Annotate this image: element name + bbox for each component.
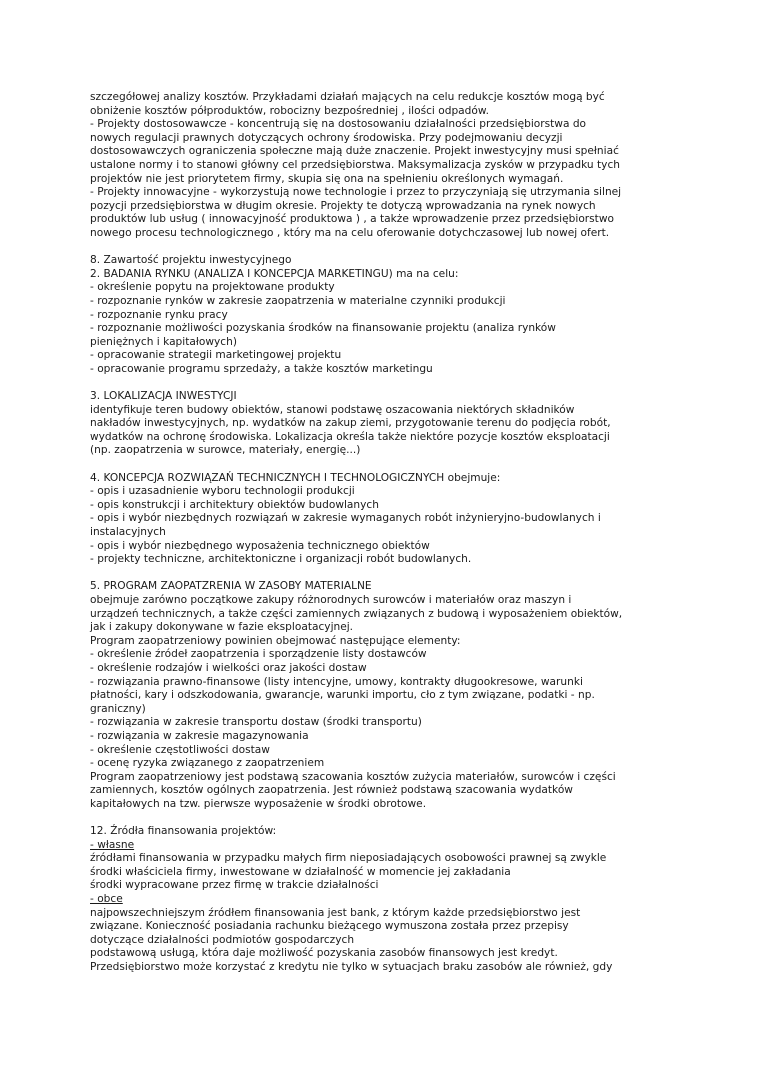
list-item-continuation: płatności, kary i odszkodowania, gwarancje, warunki importu, cło z tym związane, podatki - np. bbox=[90, 689, 595, 702]
list-item: - opracowanie strategii marketingowej projektu bbox=[90, 349, 342, 362]
list-item-continuation: instalacyjnych bbox=[90, 526, 166, 538]
text-line: szczegółowej analizy kosztów. Przykładami działań mających na celu redukcje kosztów mogą być bbox=[90, 91, 605, 103]
text-line: produktów lub usług ( innowacyjność produktowa ) , a także wprowadzenie przez przedsiębiorstwo bbox=[90, 213, 614, 226]
section-5 bbox=[90, 580, 680, 811]
text-line: obniżenie kosztów półproduktów, robocizny bezpośredniej , ilości odpadów. bbox=[90, 104, 489, 117]
own-sources-label: - własne bbox=[90, 838, 135, 851]
document-body bbox=[90, 91, 680, 975]
text-line: środki właściciela firmy, inwestowane w działalność w momencie jej zakładania bbox=[90, 865, 511, 878]
list-item: - opis i uzasadnienie wyboru technologii produkcji bbox=[90, 485, 355, 498]
text-line: dotyczące działalności podmiotów gospodarczych bbox=[90, 933, 355, 946]
text-line: Program zaopatrzeniowy jest podstawą szacowania kosztów zużycia materiałów, surowców i części bbox=[90, 770, 616, 783]
text-line: Przedsiębiorstwo może korzystać z kredytu nie tylko w sytuacjach braku zasobów ale również, gdy bbox=[90, 961, 613, 973]
list-item: - opracowanie programu sprzedaży, a także kosztów marketingu bbox=[90, 362, 433, 375]
section-12 bbox=[90, 825, 680, 975]
text-line: kapitałowych na tzw. pierwsze wyposażenie w środki obrotowe. bbox=[90, 797, 427, 810]
text-line: podstawową usługą, która daje możliwość pozyskania zasobów finansowych jest kredyt. bbox=[90, 947, 558, 960]
paragraph-gap bbox=[90, 811, 680, 825]
list-item: - opis i wybór niezbędnych rozwiązań w zakresie wymaganych robót inżynieryjno-budowlanych i bbox=[90, 512, 601, 525]
text-line: jak i zakupy dokonywane w fazie eksploatacyjnej. bbox=[90, 621, 354, 634]
text-line: środki wypracowane przez firmę w trakcie działalności bbox=[90, 879, 379, 892]
text-line: najpowszechniejszym źródłem finansowania jest bank, z którym każde przedsiębiorstwo jest bbox=[90, 906, 581, 919]
text-line: nowego procesu technologicznego , który ma na celu oferowanie dotychczasowej lub nowej ofert. bbox=[90, 226, 610, 239]
list-item: - rozpoznanie możliwości pozyskania środków na finansowanie projektu (analiza rynków bbox=[90, 322, 556, 335]
list-item: - ocenę ryzyka związanego z zaopatrzeniem bbox=[90, 757, 325, 770]
section-heading: 4. KONCEPCJA ROZWIĄZAŃ TECHNICZNYCH I TECHNOLOGICZNYCH obejmuje: bbox=[90, 471, 501, 484]
text-line: ustalone normy i to stanowi główny cel przedsiębiorstwa. Maksymalizacja zysków w przypadku tych bbox=[90, 158, 620, 171]
list-item: - określenie źródeł zaopatrzenia i sporządzenie listy dostawców bbox=[90, 648, 427, 661]
text-line: obejmuje zarówno początkowe zakupy różnorodnych surowców i materiałów oraz maszyn i bbox=[90, 593, 572, 606]
list-item: - określenie rodzajów i wielkości oraz jakości dostaw bbox=[90, 661, 367, 674]
list-item: - rozpoznanie rynku pracy bbox=[90, 308, 228, 321]
section-8 bbox=[90, 254, 680, 376]
text-line: - Projekty dostosowawcze - koncentrują się na dostosowaniu działalności przedsiębiorstwa do bbox=[90, 118, 587, 131]
list-item: - rozwiązania w zakresie magazynowania bbox=[90, 729, 309, 742]
section-heading: 8. Zawartość projektu inwestycyjnego bbox=[90, 254, 292, 267]
section-heading: 3. LOKALIZACJA INWESTYCJI bbox=[90, 390, 237, 403]
paragraph-gap bbox=[90, 376, 680, 390]
list-item-continuation: graniczny) bbox=[90, 702, 146, 715]
text-line: - Projekty innowacyjne - wykorzystują nowe technologie i przez to przyczyniają się utrzymania silnej bbox=[90, 186, 622, 199]
paragraph-gap bbox=[90, 458, 680, 472]
list-item: - opis i wybór niezbędnego wyposażenia technicznego obiektów bbox=[90, 539, 430, 552]
text-line: dostosowawczych ograniczenia społeczne mają duże znaczenie. Projekt inwestycyjny musi spełniać bbox=[90, 145, 619, 158]
list-item: - opis konstrukcji i architektury obiektów budowlanych bbox=[90, 498, 379, 511]
text-line: pozycji przedsiębiorstwa w długim okresie. Projekty te dotyczą wprowadzania na rynek nowych bbox=[90, 199, 596, 212]
list-item: - rozpoznanie rynków w zakresie zaopatrzenia w materialne czynniki produkcji bbox=[90, 294, 506, 307]
section-3 bbox=[90, 390, 680, 458]
section-heading: 12. Źródła finansowania projektów: bbox=[90, 825, 277, 838]
text-line: wydatków na ochronę środowiska. Lokalizacja określa także niektóre pozycje kosztów eksploatacji bbox=[90, 430, 610, 443]
section-heading: 5. PROGRAM ZAOPATZRENIA W ZASOBY MATERIALNE bbox=[90, 580, 372, 593]
paragraph-gap bbox=[90, 241, 680, 255]
section-4 bbox=[90, 472, 680, 567]
list-item: - określenie popytu na projektowane produkty bbox=[90, 281, 335, 294]
text-line: projektów nie jest priorytetem firmy, skupia się ona na spełnieniu określonych wymagań. bbox=[90, 172, 564, 185]
paragraph-gap bbox=[90, 567, 680, 581]
external-sources-label: - obce bbox=[90, 893, 123, 906]
intro-block bbox=[90, 91, 680, 241]
list-item: - rozwiązania w zakresie transportu dostaw (środki transportu) bbox=[90, 716, 422, 729]
text-line: urządzeń technicznych, a także części zamiennych związanych z budową i wyposażeniem obiektów, bbox=[90, 607, 623, 620]
text-line: identyfikuje teren budowy obiektów, stanowi podstawę oszacowania niektórych składników bbox=[90, 403, 575, 416]
text-line: zamiennych, kosztów ogólnych zaopatrzenia. Jest również podstawą szacowania wydatków bbox=[90, 784, 573, 797]
text-line: nowych regulacji prawnych dotyczących ochrony środowiska. Przy podejmowaniu decyzji bbox=[90, 131, 563, 144]
text-line: (np. zaopatrzenia w surowce, materiały, energię...) bbox=[90, 444, 361, 457]
text-line: źródłami finansowania w przypadku małych firm nieposiadających osobowości prawnej są zwykle bbox=[90, 852, 607, 865]
list-item: - określenie częstotliwości dostaw bbox=[90, 743, 270, 756]
text-line: Program zaopatrzeniowy powinien obejmować następujące elementy: bbox=[90, 634, 461, 647]
text-line: nakładów inwestycyjnych, np. wydatków na zakup ziemi, przygotowanie terenu do podjęcia robót, bbox=[90, 417, 611, 430]
list-item-continuation: pieniężnych i kapitałowych) bbox=[90, 335, 237, 348]
list-item: - projekty techniczne, architektoniczne i organizacji robót budowlanych. bbox=[90, 553, 472, 566]
text-line: związane. Konieczność posiadania rachunku bieżącego wymuszona została przez przepisy bbox=[90, 920, 569, 933]
list-item: - rozwiązania prawno-finansowe (listy intencyjne, umowy, kontrakty długookresowe, warunki bbox=[90, 675, 583, 688]
subsection-heading: 2. BADANIA RYNKU (ANALIZA I KONCEPCJA MARKETINGU) ma na celu: bbox=[90, 267, 459, 280]
